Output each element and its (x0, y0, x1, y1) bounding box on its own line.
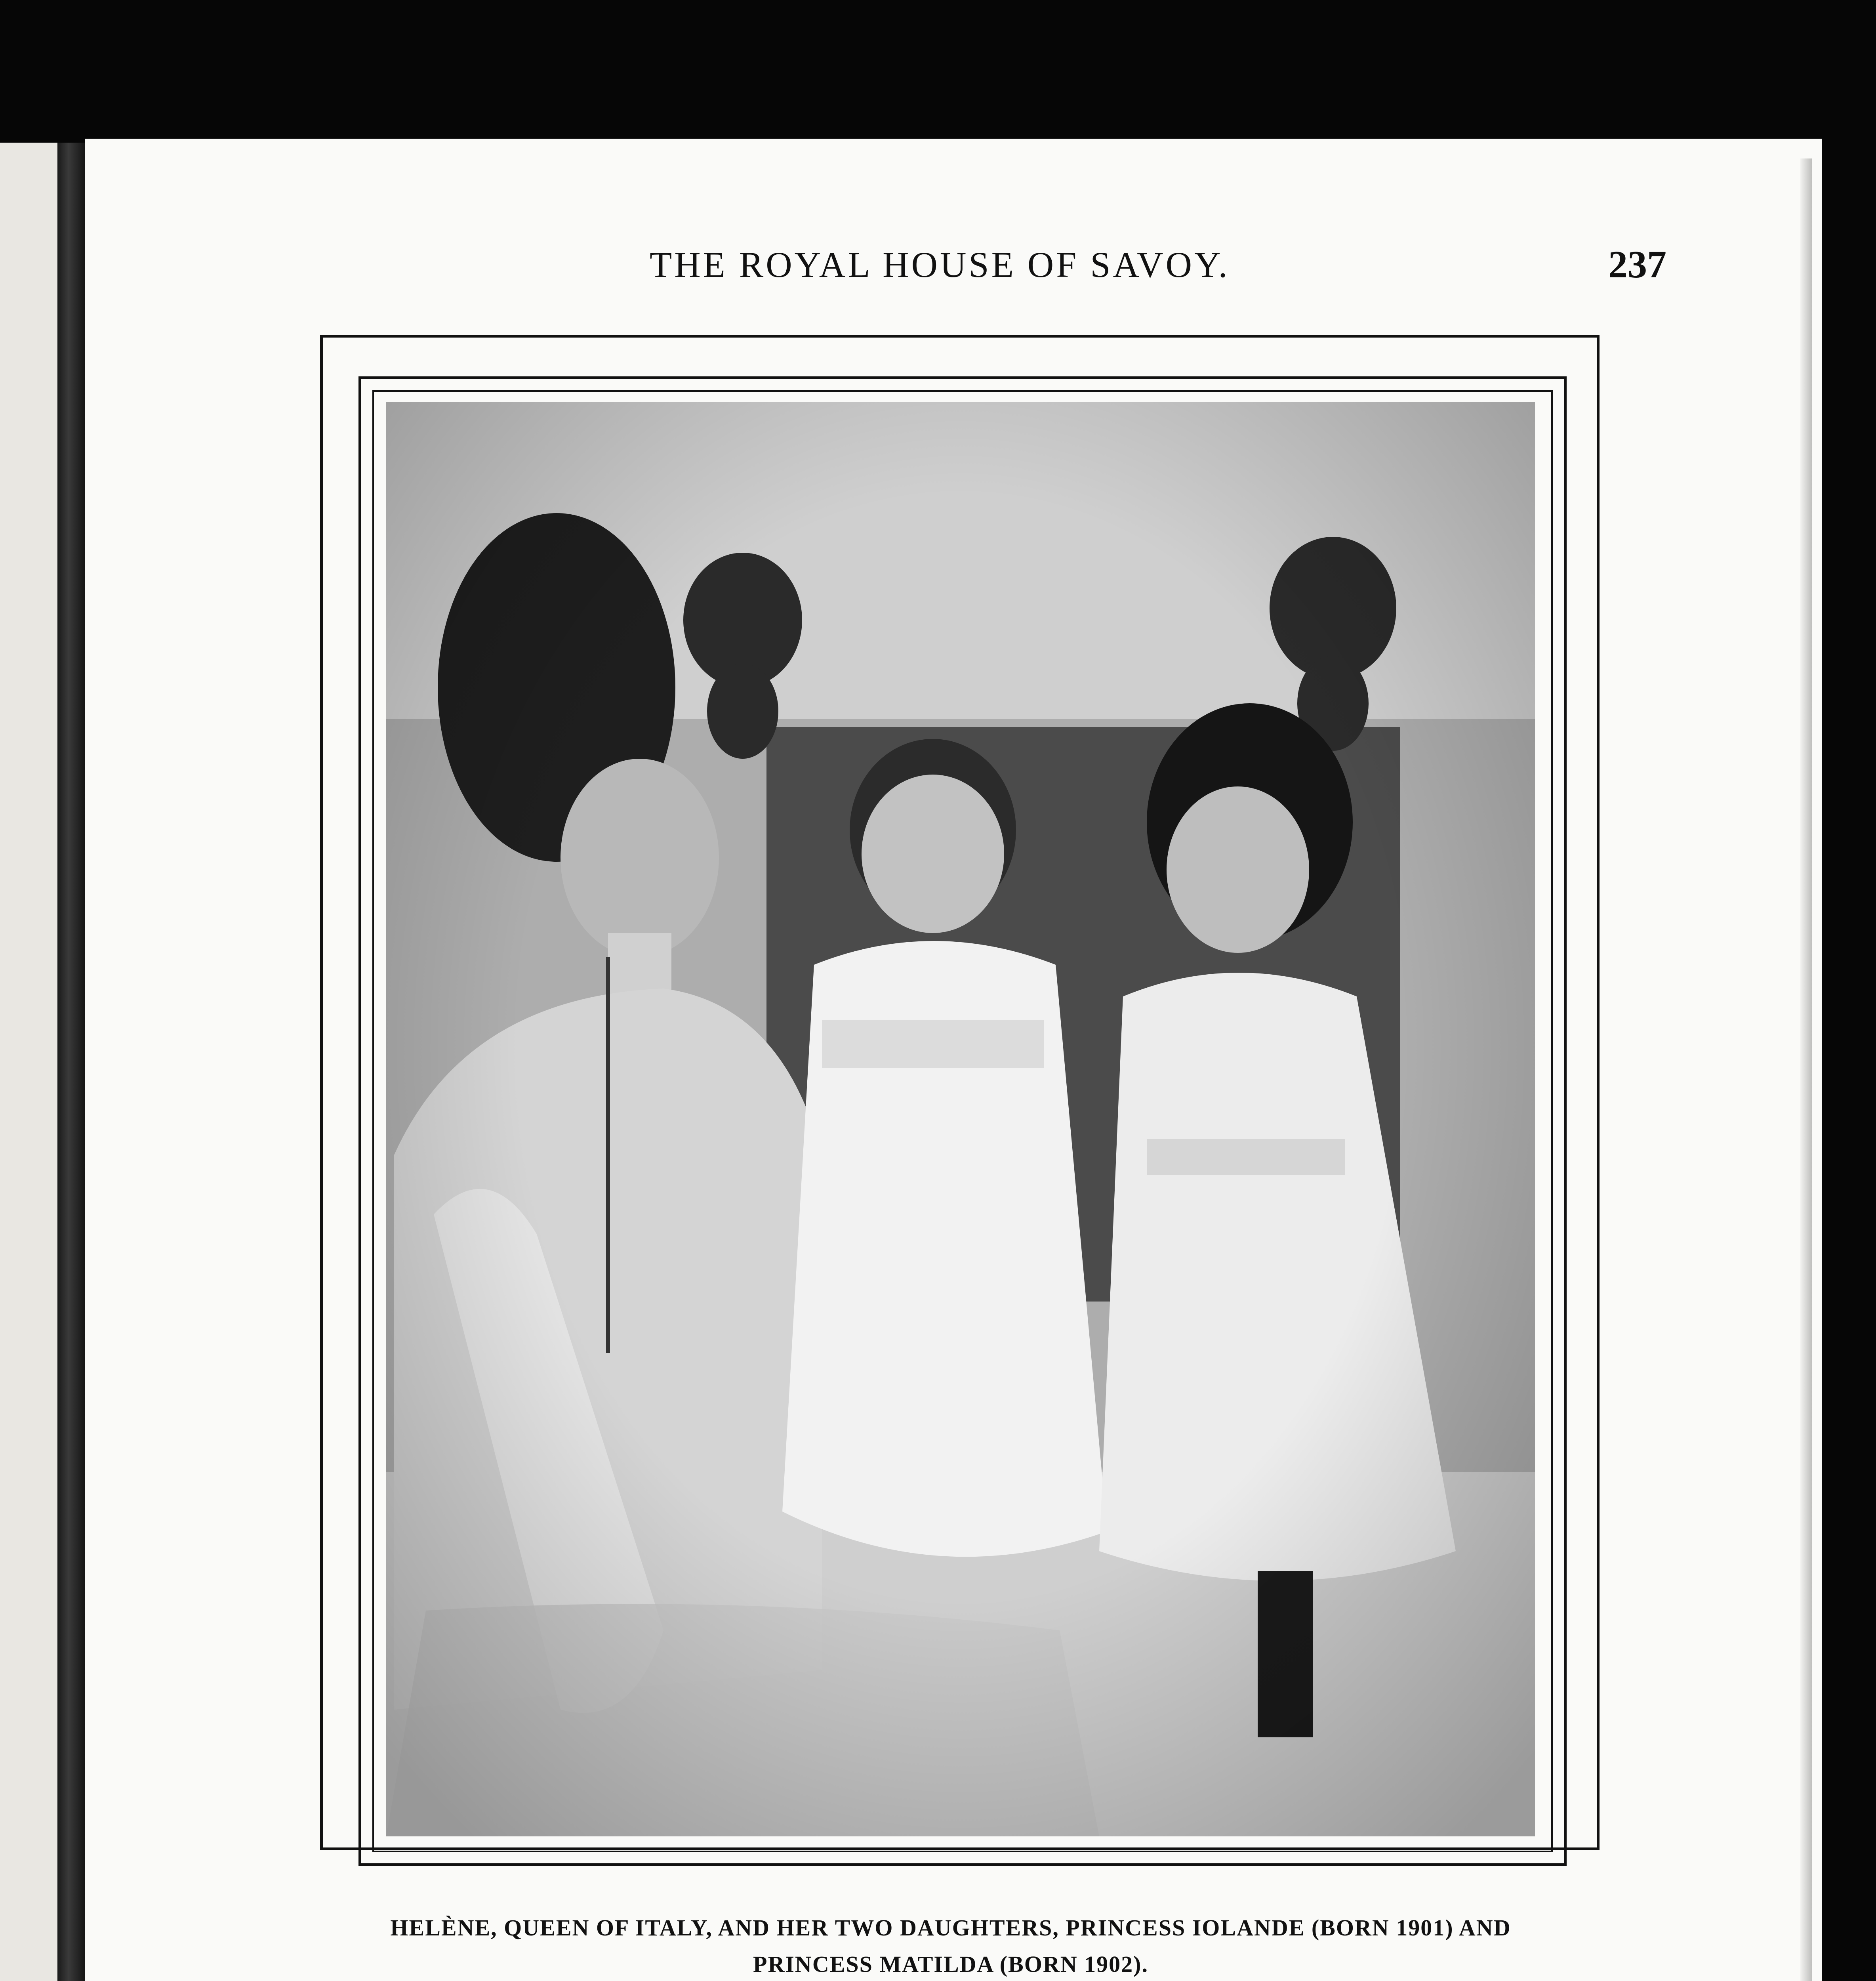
portrait-photograph (386, 402, 1535, 1836)
running-head: THE ROYAL HOUSE OF SAVOY. (650, 244, 1230, 285)
book-gutter (57, 143, 85, 1981)
photo-caption (301, 1910, 1600, 1981)
adjacent-page-edge (0, 143, 57, 1981)
page-edge-shadow (1800, 158, 1812, 1981)
caption-line: PRINCESS MATILDA (BORN 1902). (753, 1951, 1148, 1977)
portrait-illustration (386, 402, 1535, 1836)
caption-line: HELÈNE, QUEEN OF ITALY, AND HER TWO DAUGHTERS, PRINCESS IOLANDE (BORN 1901) AND (390, 1915, 1511, 1941)
page-number: 237 (1608, 243, 1666, 286)
